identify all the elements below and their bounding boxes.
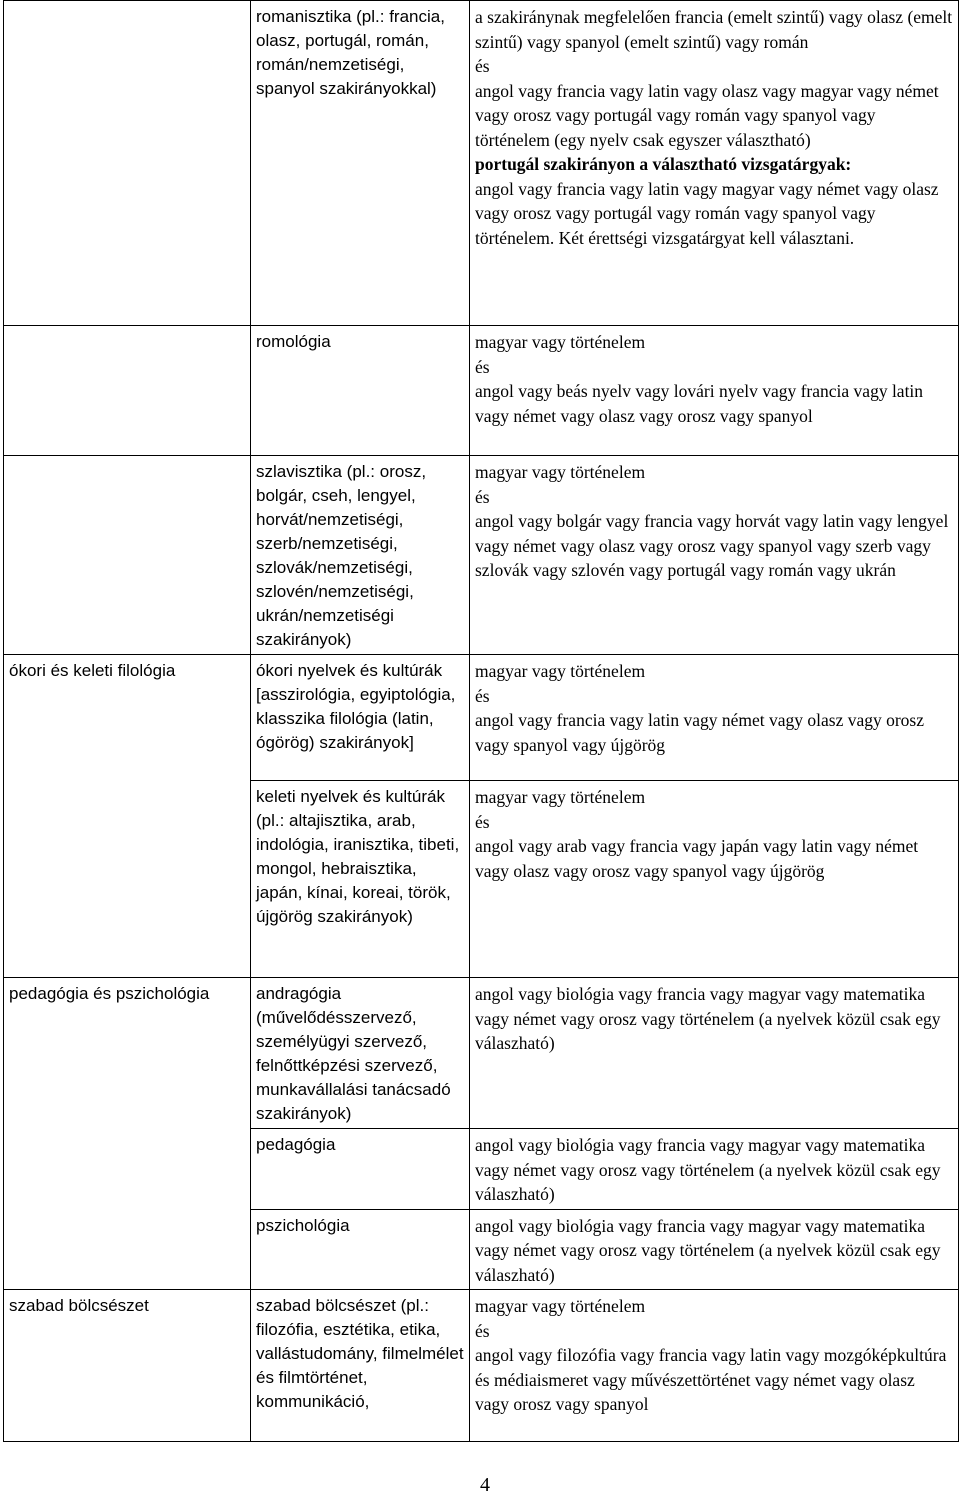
program-cell: szabad bölcsészet (pl.: filozófia, esztétika, etika, vallástudomány, filmelmélet és filmtörténet, kommunikáció, <box>251 1290 470 1442</box>
program-cell: pszichológia <box>251 1209 470 1290</box>
table-row <box>4 326 959 456</box>
subject-line: és <box>475 1320 490 1341</box>
program-cell: pedagógia <box>251 1129 470 1210</box>
subject-line: angol vagy beás nyelv vagy lovári nyelv vagy francia vagy latin vagy német vagy olasz vagy orosz vagy spanyol <box>475 381 924 426</box>
subject-line: magyar vagy történelem <box>475 332 646 352</box>
subject-line: magyar vagy történelem <box>475 462 646 482</box>
subject-line: angol vagy arab vagy francia vagy japán vagy latin vagy német vagy olasz vagy orosz vagy spanyol vagy újgörög <box>475 836 919 881</box>
subject-line: angol vagy francia vagy latin vagy olasz vagy magyar vagy német vagy orosz vagy portugál vagy román vagy spanyol vagy történelem (egy nyelv csak egyszer választható) <box>475 80 939 150</box>
subjects-cell <box>470 1129 959 1210</box>
page-number: 4 <box>480 1474 490 1496</box>
subject-line: magyar vagy történelem <box>475 787 646 807</box>
subjects-cell <box>470 978 959 1129</box>
faculty-cell <box>4 1 251 326</box>
faculty-cell <box>4 326 251 456</box>
subject-line: magyar vagy történelem <box>475 1296 646 1316</box>
subject-line: és <box>475 685 490 706</box>
faculty-cell: ókori és keleti filológia <box>4 655 251 978</box>
table-row <box>4 1290 959 1442</box>
subject-line: angol vagy francia vagy latin vagy magyar vagy német vagy olasz vagy orosz vagy portugál vagy román vagy spanyol vagy történelem. Két érettségi vizsgatárgyat kell választani. <box>475 178 939 248</box>
table-row <box>4 456 959 655</box>
subject-line: magyar vagy történelem <box>475 661 646 681</box>
program-cell: szlavisztika (pl.: orosz, bolgár, cseh, lengyel, horvát/nemzetiségi, szerb/nemzetiségi, szlovák/nemzetiségi, szlovén/nemzetiségi, ukrán/nemzetiségi szakirányok) <box>251 456 470 655</box>
subject-line: a szakiránynak megfelelően francia (emelt szintű) vagy olasz (emelt szintű) vagy spanyol (emelt szintű) vagy román <box>475 7 953 52</box>
subjects-cell <box>470 1290 959 1442</box>
table-row <box>4 978 959 1129</box>
subject-line: angol vagy biológia vagy francia vagy magyar vagy matematika vagy német vagy orosz vagy történelem (a nyelvek közül csak egy válaszható) <box>475 984 941 1053</box>
subject-line: és <box>475 486 490 507</box>
subjects-cell <box>470 655 959 781</box>
subject-line: angol vagy francia vagy latin vagy német vagy olasz vagy orosz vagy spanyol vagy újgörög <box>475 710 925 755</box>
subjects-cell <box>470 1209 959 1290</box>
subject-heading: portugál szakirányon a választható vizsgatárgyak: <box>475 154 852 174</box>
subjects-cell <box>470 326 959 456</box>
table-row <box>4 655 959 781</box>
subject-line: angol vagy biológia vagy francia vagy magyar vagy matematika vagy német vagy orosz vagy történelem (a nyelvek közül csak egy válaszható) <box>475 1135 941 1204</box>
table-row <box>4 1 959 326</box>
program-cell: romológia <box>251 326 470 456</box>
faculty-cell: szabad bölcsészet <box>4 1290 251 1442</box>
faculty-cell: pedagógia és pszichológia <box>4 978 251 1290</box>
admission-subjects-table <box>3 0 959 1442</box>
program-cell: romanisztika (pl.: francia, olasz, portugál, román, román/nemzetiségi, spanyol szakirányokkal) <box>251 1 470 326</box>
subjects-cell <box>470 781 959 978</box>
table-body <box>4 1 959 1442</box>
program-cell: ókori nyelvek és kultúrák [asszirológia, egyiptológia, klasszika filológia (latin, ógörög) szakirányok] <box>251 655 470 781</box>
program-cell: keleti nyelvek és kultúrák (pl.: altajisztika, arab, indológia, iranisztika, tibeti, mongol, hebraisztika, japán, kínai, koreai, török, újgörög szakirányok) <box>251 781 470 978</box>
subject-line: angol vagy bolgár vagy francia vagy horvát vagy latin vagy lengyel vagy német vagy olasz vagy orosz vagy spanyol vagy szerb vagy szlovák vagy szlovén vagy portugál vagy román vagy ukrán <box>475 511 949 580</box>
subjects-cell <box>470 456 959 655</box>
subject-line: angol vagy filozófia vagy francia vagy latin vagy mozgóképkultúra és médiaismeret vagy művészettörténet vagy német vagy olasz vagy orosz vagy spanyol <box>475 1345 947 1414</box>
subject-line: angol vagy biológia vagy francia vagy magyar vagy matematika vagy német vagy orosz vagy történelem (a nyelvek közül csak egy válaszható) <box>475 1215 941 1285</box>
program-cell: andragógia (művelődésszervező, személyügyi szervező, felnőttképzési szervező, munkavállalási tanácsadó szakirányok) <box>251 978 470 1129</box>
subject-line: és <box>475 811 490 832</box>
subjects-cell <box>470 1 959 326</box>
faculty-cell <box>4 456 251 655</box>
subject-line: és <box>475 56 490 76</box>
subject-line: és <box>475 356 490 377</box>
